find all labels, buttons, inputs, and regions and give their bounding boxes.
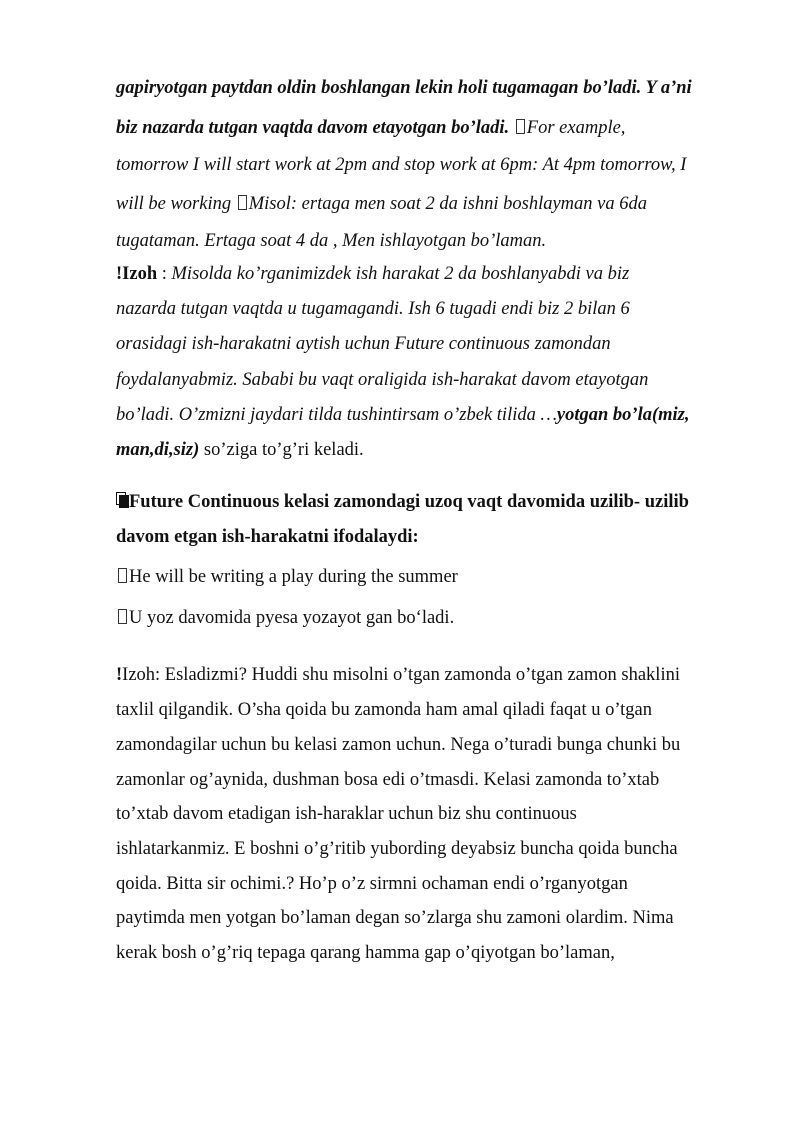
izoh-1-text-1: Misolda ko’rganimizdek ish harakat 2 da boshlanyabdi va biz — [171, 264, 630, 284]
missing-glyph-icon — [238, 195, 247, 210]
example-uzbek-text: U yoz davomida pyesa yozayot gan bo‘ladi. — [129, 608, 455, 628]
example-english — [116, 565, 458, 589]
example-uzbek — [116, 606, 454, 630]
izoh-1-line-6b: so’ziga to’g’ri keladi. — [199, 440, 364, 460]
izoh-1-label: Izoh — [122, 264, 158, 284]
izoh-1-line-5 — [116, 403, 690, 427]
izoh-1-colon: : — [157, 264, 172, 284]
izoh-1-line-5b: yotgan bo’la(miz, — [556, 405, 690, 425]
izoh-1-line-6a: man,di,siz) — [116, 440, 200, 460]
missing-glyph-icon — [516, 119, 525, 134]
paragraph-1-line-4a: will be working — [116, 194, 232, 214]
izoh-2-line-6: ishlatarkanmiz. E boshni o’g’ritib yubording deyabsiz buncha qoida buncha — [116, 839, 678, 859]
section-heading-line-2: davom etgan ish-harakatni ifodalaydi: — [116, 527, 419, 547]
missing-glyph-icon — [118, 609, 127, 624]
checkbox-icon — [116, 492, 129, 509]
izoh-1-line-4: foydalanyabmiz. Sababi bu vaqt oraligida ish-harakat davom etayotgan — [116, 370, 649, 390]
paragraph-1-line-3: tomorrow I will start work at 2pm and stop work at 6pm: At 4pm tomorrow, I — [116, 155, 687, 175]
izoh-2-line-4: zamonlar og’aynida, dushman bosa edi o’tmasdi. Kelasi zamonda to’xtab — [116, 770, 660, 790]
izoh-2-line-8: paytimda men yotgan bo’laman degan so’zlarga shu zamoni olardim. Nima — [116, 908, 674, 928]
exclamation-icon: ! — [116, 264, 123, 284]
paragraph-1-line-5: tugataman. Ertaga soat 4 da , Men ishlayotgan bo’laman. — [116, 231, 547, 251]
izoh-2-line-1 — [116, 663, 680, 687]
izoh-2-line-3: zamondagilar uchun bu kelasi zamon uchun. Nega o’turadi bunga chunki bu — [116, 735, 681, 755]
paragraph-1-line-2-example: For example, — [526, 118, 626, 138]
izoh-1-line-5a: bo’ladi. O’zmizni jaydari tilda tushintirsam o’zbek tilida … — [116, 405, 557, 425]
exclamation-icon: ! — [116, 665, 123, 685]
izoh-2-line-7: qoida. Bitta sir ochimi.? Ho’p o’z sirmni ochaman endi o’rganyotgan — [116, 874, 628, 894]
missing-glyph-icon — [118, 568, 127, 583]
izoh-2-line-9: kerak bosh o’g’riq tepaga qarang hamma gap o’qiyotgan bo’laman, — [116, 943, 615, 963]
izoh-2-line-5: to’xtab davom etadigan ish-haraklar uchun biz shu continuous — [116, 804, 577, 824]
paragraph-1-line-4b: Misol: ertaga men soat 2 da ishni boshlayman va 6da — [248, 194, 647, 214]
izoh-1-line-3: orasidagi ish-harakatni aytish uchun Future continuous zamondan — [116, 334, 611, 354]
izoh-1-line-1 — [116, 262, 629, 286]
paragraph-1-line-4 — [116, 192, 647, 216]
izoh-2-text-1: Izoh: Esladizmi? Huddi shu misolni o’tgan zamonda o’tgan zamon shaklini — [122, 665, 680, 685]
section-heading-text-1: Future Continuous kelasi zamondagi uzoq vaqt davomida uzilib- uzilib — [129, 492, 689, 512]
section-heading-line-1 — [116, 490, 689, 514]
paragraph-1-line-2-bold: biz nazarda tutgan vaqtda davom etayotgan bo’ladi. — [116, 118, 510, 138]
izoh-2-line-2: taxlil qilgandik. O’sha qoida bu zamonda ham amal qiladi faqat u o’tgan — [116, 700, 653, 720]
example-english-text: He will be writing a play during the summer — [129, 567, 458, 587]
izoh-1-line-2: nazarda tutgan vaqtda u tugamagandi. Ish 6 tugadi endi biz 2 bilan 6 — [116, 299, 630, 319]
paragraph-1-line-1: gapiryotgan paytdan oldin boshlangan lekin holi tugamagan bo’ladi. Y a’ni — [116, 78, 692, 98]
izoh-1-line-6 — [116, 438, 364, 462]
paragraph-1-line-2 — [116, 116, 625, 140]
